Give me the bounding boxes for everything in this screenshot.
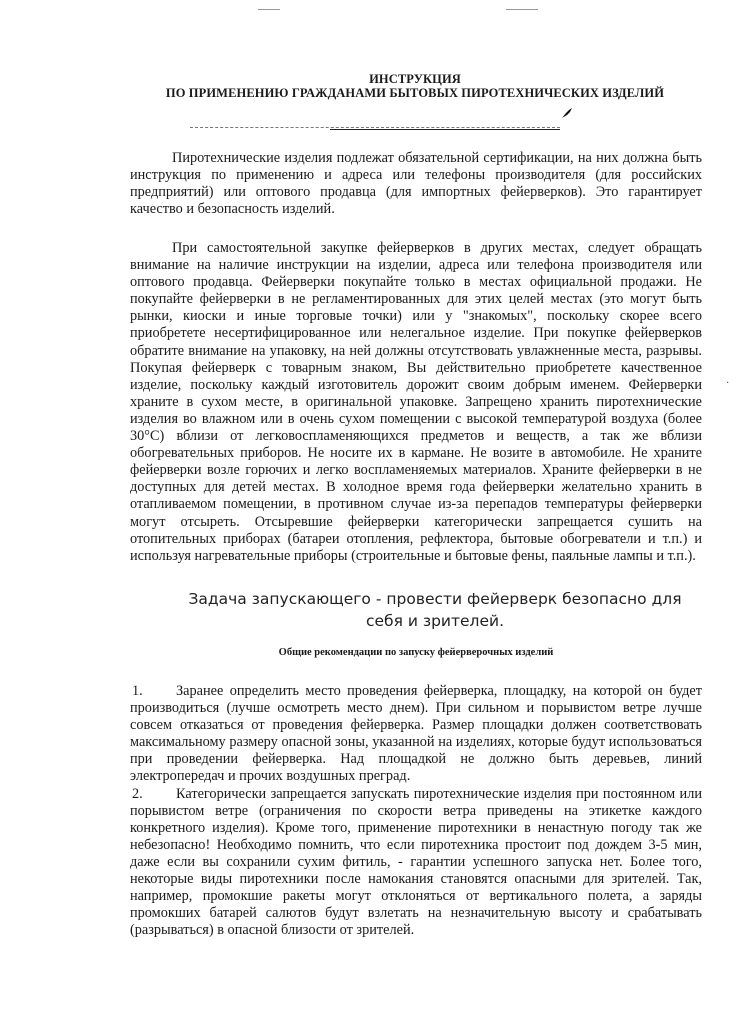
list-item [130,786,702,940]
title-line-1: ИНСТРУКЦИЯ [369,72,461,86]
document-title [120,72,710,100]
section-title: Общие рекомендации по запуску фейерверочных изделий [278,647,554,658]
recommendations-list [130,683,702,939]
scan-mark [506,9,538,10]
pen-mark-icon [560,106,574,120]
slogan: Задача запускающего - провести фейерверк безопасно для себя и зрителей. [188,590,682,630]
purchase-storage-paragraph: При самостоятельной закупке фейерверков в других местах, следует обращать внимание на наличие инструкции на изделии, адреса или телефона производителя или оптового продавца. Фейерверки покупайте только в местах официальной продажи. Не покупайте фейерверки в не регламентированных для этих целей местах (это могут быть рынки, киоски и иные торговые точки) или у "знакомых", поскольку скорее всего приобретете несертифицированное или нелегальное изделие. При покупке фейерверков обратите внимание на упаковку, на ней должны отсутствовать увлажненные места, разрывы. Покупая фейерверк с товарным знаком, Вы действительно приобретете качественное изделие, поскольку каждый изготовитель дорожит своим добрым именем. Фейерверки храните в сухом месте, в оригинальной упаковке. Запрещено хранить пиротехнические изделия во влажном или в очень сухом помещении с высокой температурой воздуха (более 30°С) вблизи от легковоспламеняющихся предметов и веществ, а так же вблизи обогревательных приборов. Не носите их в кармане. Не возите в автомобиле. Не храните фейерверки возле горючих и легко воспламеняемых материалов. Храните фейерверки в не доступных для детей местах. В холодное время года фейерверки желательно хранить в отапливаемом помещении, в противном случае из-за перепадов температуры фейерверки могут отсыреть. Отсыревшие фейерверки категорически запрещается сушить на отопительных приборах (батареи отопления, рефлектора, бытовые обогреватели и т.п.) и используя нагревательные приборы (строительные и бытовые фены, паяльные лампы и т.п.). [130,240,702,564]
intro-paragraph: Пиротехнические изделия подлежат обязательной сертификации, на них должна быть инструкция по применению и адреса или телефоны производителя (для российских предприятий) или оптового продавца (для импортных фейерверков). Это гарантирует качество и безопасность изделий. [130,150,702,218]
list-item [130,683,702,786]
title-line-2: ПО ПРИМЕНЕНИЮ ГРАЖДАНАМИ БЫТОВЫХ ПИРОТЕХНИЧЕСКИХ ИЗДЕЛИЙ [165,86,665,100]
list-item-text: Заранее определить место проведения фейерверка, площадку, на которой он будет производиться (лучше осмотреть место днем). При сильном и порывистом ветре лучше совсем отказаться от проведения фейерверка. Размер площадки должен соответствовать максимальному размеру опасной зоны, указанной на изделиях, которые будут использоваться при проведении фейерверка. Над площадкой не должно быть деревьев, линий электропередач и прочих воздушных преград. [130,683,702,785]
scan-mark [258,9,280,10]
title-divider-solid [330,129,560,130]
list-item-text: Категорически запрещается запускать пиротехнические изделия при постоянном или порывистом ветре (ограничения по скорости ветра приведены на этикетке каждого конкретного изделия). Кроме того, применение пиротехники в ненастную погоду так же небезопасно! Необходимо помнить, что если пиротехника простоит под дождем 3-5 мин, даже если вы сохранили сухим фитиль, - гарантии успешного запуска нет. Более того, некоторые виды пиротехники после намокания становятся опасными для зрителей. Так, например, промокшие ракеты могут отклоняться от вертикального полета, а заряды промокших батарей салютов будут взлетать на незначительную высоту и срабатывать (разрываться) в опасной близости от зрителей. [130,785,702,939]
scan-dot: · [726,378,730,389]
list-item-number: 2. [132,785,143,802]
list-item-number: 1. [132,683,143,699]
